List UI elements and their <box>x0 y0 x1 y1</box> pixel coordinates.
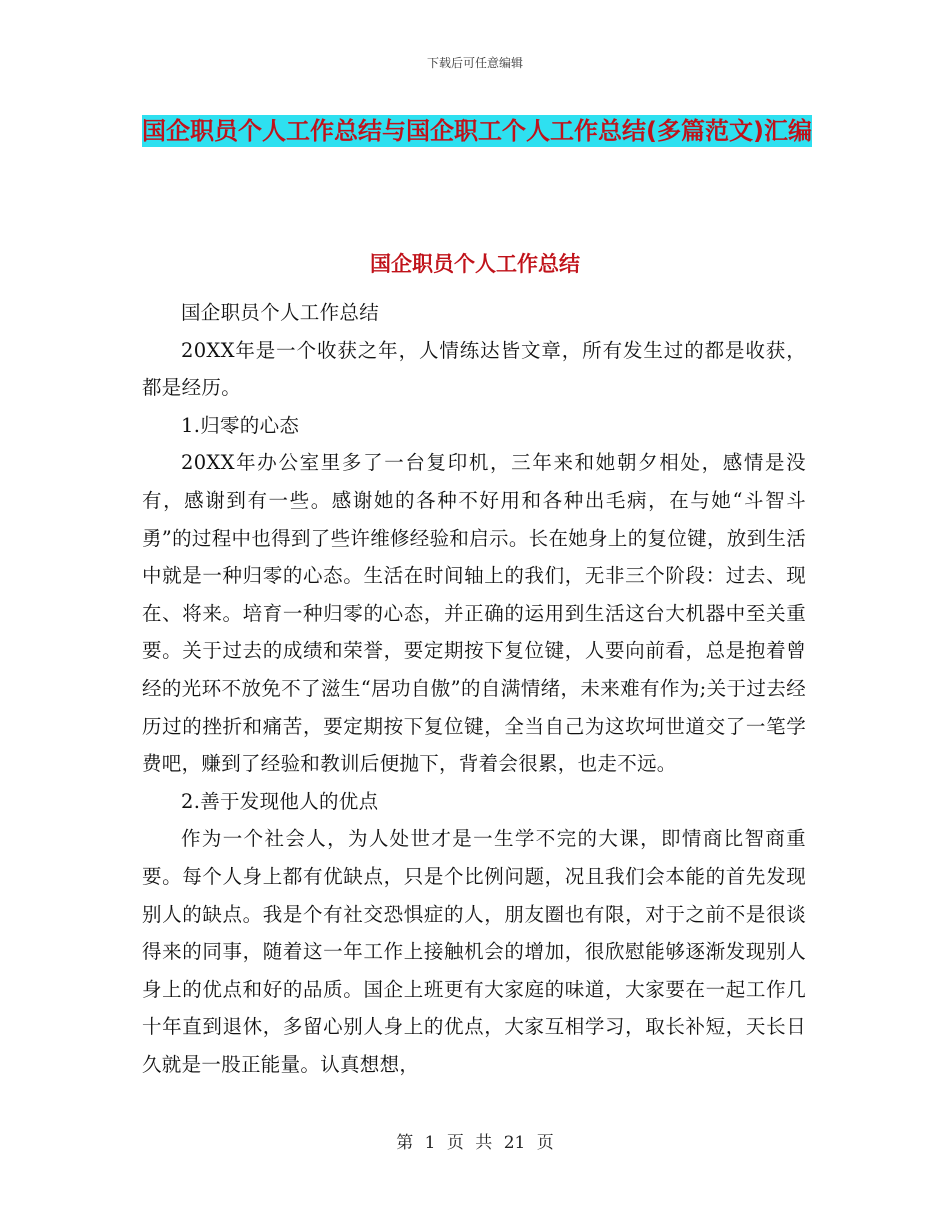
document-body <box>142 294 806 1083</box>
paragraph-heading-2: 2.善于发现他人的优点 <box>181 789 379 813</box>
paragraph-body-1: 20XX年办公室里多了一台复印机，三年来和她朝夕相处，感情是没有，感谢到有一些。感谢她的各种不好用和各种出毛病，在与她“斗智斗勇”的过程中也得到了些许维修经验和启示。长在她身上的复位键，放到生活中就是一种归零的心态。生活在时间轴上的我们，无非三个阶段：过去、现在、将来。培育一种归零的心态，并正确的运用到生活这台大机器中至关重要。关于过去的成绩和荣誉，要定期按下复位键，人要向前看，总是抱着曾经的光环不放免不了滋生“居功自傲”的自满情绪，未来难有作为;关于过去经历过的挫折和痛苦，要定期按下复位键，全当自己为这坎坷世道交了一笔学费吧，赚到了经验和教训后便抛下，背着会很累，也走不远。 <box>142 451 806 776</box>
header-note: 下载后可任意编辑 <box>426 56 523 70</box>
document-title <box>142 108 812 154</box>
paragraph-heading-1: 1.归零的心态 <box>181 413 300 437</box>
page-footer: 第 1 页 共 21 页 <box>396 1133 554 1153</box>
paragraph-body-2: 作为一个社会人，为人处世才是一生学不完的大课，即情商比智商重要。每个人身上都有优缺点，只是个比例问题，况且我们会本能的首先发现别人的缺点。我是个有社交恐惧症的人，朋友圈也有限，对于之前不是很谈得来的同事，随着这一年工作上接触机会的增加，很欣慰能够逐渐发现别人身上的优点和好的品质。国企上班更有大家庭的味道，大家要在一起工作几十年直到退休，多留心别人身上的优点，大家互相学习，取长补短，天长日久就是一股正能量。认真想想， <box>142 827 806 1076</box>
paragraph-intro: 20XX年是一个收获之年，人情练达皆文章，所有发生过的都是收获，都是经历。 <box>142 338 806 400</box>
document-title-text: 国企职员个人工作总结与国企职工个人工作总结(多篇范文)汇编 <box>142 117 812 145</box>
paragraph-subtitle: 国企职员个人工作总结 <box>181 301 380 324</box>
section-title: 国企职员个人工作总结 <box>370 252 580 276</box>
